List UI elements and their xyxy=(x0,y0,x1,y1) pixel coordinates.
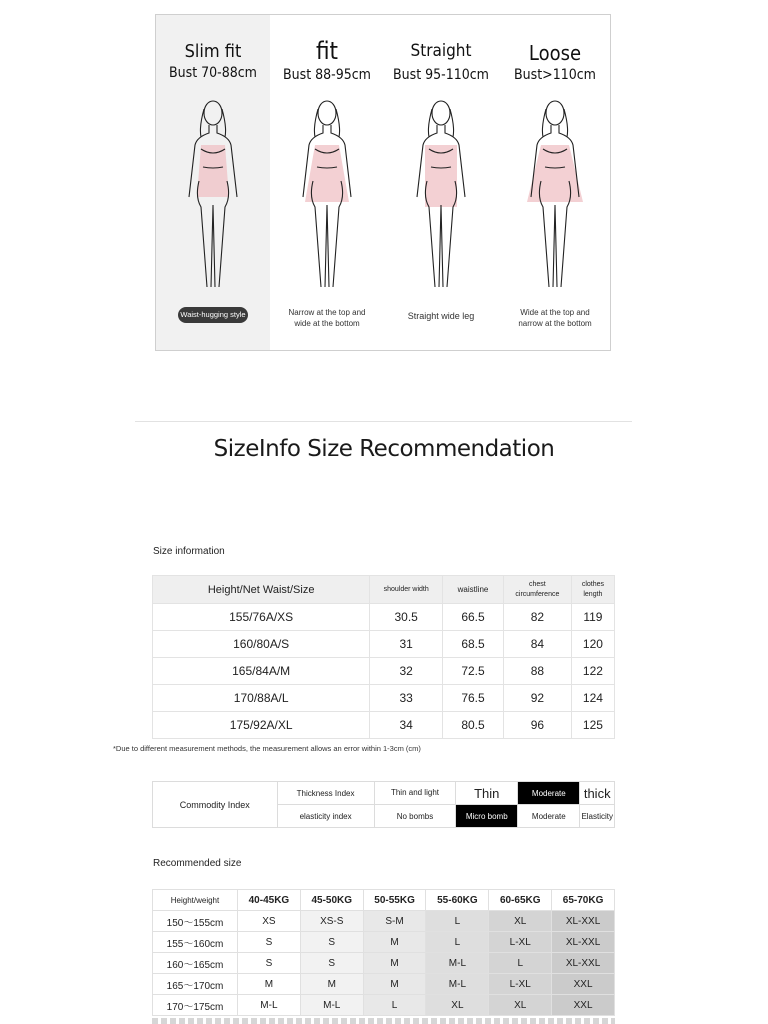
fit-column-loose xyxy=(498,15,612,350)
body-figure-icon xyxy=(401,97,481,297)
cell: 170～175cm xyxy=(153,995,238,1016)
cell: L xyxy=(489,953,552,974)
cell: 96 xyxy=(503,712,571,739)
fit-desc: Narrow at the top and wide at the bottom xyxy=(288,308,366,328)
cell: 155～160cm xyxy=(153,932,238,953)
cell: S-M xyxy=(363,911,426,932)
fit-title: Loose xyxy=(528,41,582,65)
table-row xyxy=(153,658,615,685)
cell: L-XL xyxy=(489,974,552,995)
header-shoulder: shoulder width xyxy=(370,576,443,604)
cell: 31 xyxy=(370,631,443,658)
header-length: clothes length xyxy=(571,576,614,604)
cell: 155/76A/XS xyxy=(153,604,370,631)
header-weight: 55-60KG xyxy=(426,890,489,911)
header-weight: 65-70KG xyxy=(552,890,615,911)
cell: 92 xyxy=(503,685,571,712)
cell: 30.5 xyxy=(370,604,443,631)
cell: L xyxy=(363,995,426,1016)
elasticity-value-selected: Micro bomb xyxy=(456,805,518,828)
cell: M xyxy=(363,932,426,953)
cell: M xyxy=(363,974,426,995)
cell: 80.5 xyxy=(443,712,504,739)
thickness-value: thick xyxy=(580,782,615,805)
header-weight: 60-65KG xyxy=(489,890,552,911)
cell: 160/80A/S xyxy=(153,631,370,658)
fit-bust: Bust 70-88cm xyxy=(169,65,257,81)
header-chest: chest circumference xyxy=(503,576,571,604)
cell: XXL xyxy=(552,974,615,995)
cell: M-L xyxy=(426,974,489,995)
cell: 160～165cm xyxy=(153,953,238,974)
fit-desc: Wide at the top and narrow at the bottom xyxy=(518,308,592,328)
thickness-value-selected: Moderate xyxy=(518,782,580,805)
cell: 72.5 xyxy=(443,658,504,685)
cell: 150～155cm xyxy=(153,911,238,932)
cell: M xyxy=(300,974,363,995)
cell: 122 xyxy=(571,658,614,685)
cell: M-L xyxy=(238,995,301,1016)
body-figure-icon xyxy=(173,97,253,297)
elasticity-label: elasticity index xyxy=(277,805,374,828)
cell: XL xyxy=(489,911,552,932)
cell: 165/84A/M xyxy=(153,658,370,685)
recommended-size-table xyxy=(152,889,615,1016)
fit-bust: Bust 88-95cm xyxy=(283,67,371,83)
header-weight: 40-45KG xyxy=(238,890,301,911)
cell: 82 xyxy=(503,604,571,631)
cell: 33 xyxy=(370,685,443,712)
cell: 34 xyxy=(370,712,443,739)
fit-title: fit xyxy=(315,37,339,65)
elasticity-value: Elasticity xyxy=(580,805,615,828)
fit-column-slim xyxy=(156,15,270,350)
cell: XS-S xyxy=(300,911,363,932)
table-row xyxy=(153,932,615,953)
fit-title: Straight xyxy=(410,41,472,61)
cell: 120 xyxy=(571,631,614,658)
cell: 76.5 xyxy=(443,685,504,712)
thickness-value: Thin and light xyxy=(374,782,456,805)
cell: 124 xyxy=(571,685,614,712)
cell: M-L xyxy=(426,953,489,974)
fit-type-panel xyxy=(155,14,611,351)
fit-column-straight xyxy=(384,15,498,350)
cell: 125 xyxy=(571,712,614,739)
table-row xyxy=(153,782,615,805)
commodity-label: Commodity Index xyxy=(153,782,278,828)
cell: 68.5 xyxy=(443,631,504,658)
recommended-size-label: Recommended size xyxy=(153,858,242,869)
cell: L-XL xyxy=(489,932,552,953)
section-divider xyxy=(135,421,632,422)
table-row xyxy=(153,953,615,974)
measurement-note: *Due to different measurement methods, the measurement allows an error within 1-3cm (cm) xyxy=(113,744,421,753)
header-weight: 50-55KG xyxy=(363,890,426,911)
table-row xyxy=(153,604,615,631)
fit-desc: Straight wide leg xyxy=(407,311,475,321)
cell: 84 xyxy=(503,631,571,658)
cell: XL-XXL xyxy=(552,953,615,974)
cell: M xyxy=(363,953,426,974)
cell: 32 xyxy=(370,658,443,685)
table-row xyxy=(153,712,615,739)
cell: 66.5 xyxy=(443,604,504,631)
cell: 175/92A/XL xyxy=(153,712,370,739)
size-info-table xyxy=(152,575,615,739)
section-title: SizeInfo Size Recommendation xyxy=(213,436,555,462)
header-height-size: Height/Net Waist/Size xyxy=(153,576,370,604)
cell: XXL xyxy=(552,995,615,1016)
cell: XL xyxy=(426,995,489,1016)
fit-bust: Bust>110cm xyxy=(514,67,596,83)
header-waistline: waistline xyxy=(443,576,504,604)
fit-bust: Bust 95-110cm xyxy=(393,67,489,83)
cell: XL-XXL xyxy=(552,911,615,932)
table-row xyxy=(153,911,615,932)
thickness-value: Thin xyxy=(456,782,518,805)
fit-title: Slim fit xyxy=(184,41,242,62)
cell: 88 xyxy=(503,658,571,685)
cell: L xyxy=(426,911,489,932)
cell: S xyxy=(238,953,301,974)
fit-column-fit xyxy=(270,15,384,350)
cell: XL xyxy=(489,995,552,1016)
table-header-row xyxy=(153,890,615,911)
cell: L xyxy=(426,932,489,953)
table-row xyxy=(153,995,615,1016)
cell: S xyxy=(300,953,363,974)
cell: S xyxy=(238,932,301,953)
fit-desc-badge: Waist-hugging style xyxy=(178,307,248,323)
cropped-text-row xyxy=(152,1018,615,1024)
table-row xyxy=(153,685,615,712)
elasticity-value: Moderate xyxy=(518,805,580,828)
table-header-row xyxy=(153,576,615,604)
cell: M xyxy=(238,974,301,995)
table-row xyxy=(153,631,615,658)
body-figure-icon xyxy=(515,97,595,297)
commodity-index-table xyxy=(152,781,615,828)
cell: S xyxy=(300,932,363,953)
cell: XS xyxy=(238,911,301,932)
elasticity-value: No bombs xyxy=(374,805,456,828)
cell: XL-XXL xyxy=(552,932,615,953)
thickness-label: Thickness Index xyxy=(277,782,374,805)
header-height-weight: Height/weight xyxy=(153,890,238,911)
header-weight: 45-50KG xyxy=(300,890,363,911)
size-info-label: Size information xyxy=(153,546,225,557)
cell: 165～170cm xyxy=(153,974,238,995)
cell: 170/88A/L xyxy=(153,685,370,712)
table-row xyxy=(153,974,615,995)
cell: M-L xyxy=(300,995,363,1016)
body-figure-icon xyxy=(287,97,367,297)
cell: 119 xyxy=(571,604,614,631)
